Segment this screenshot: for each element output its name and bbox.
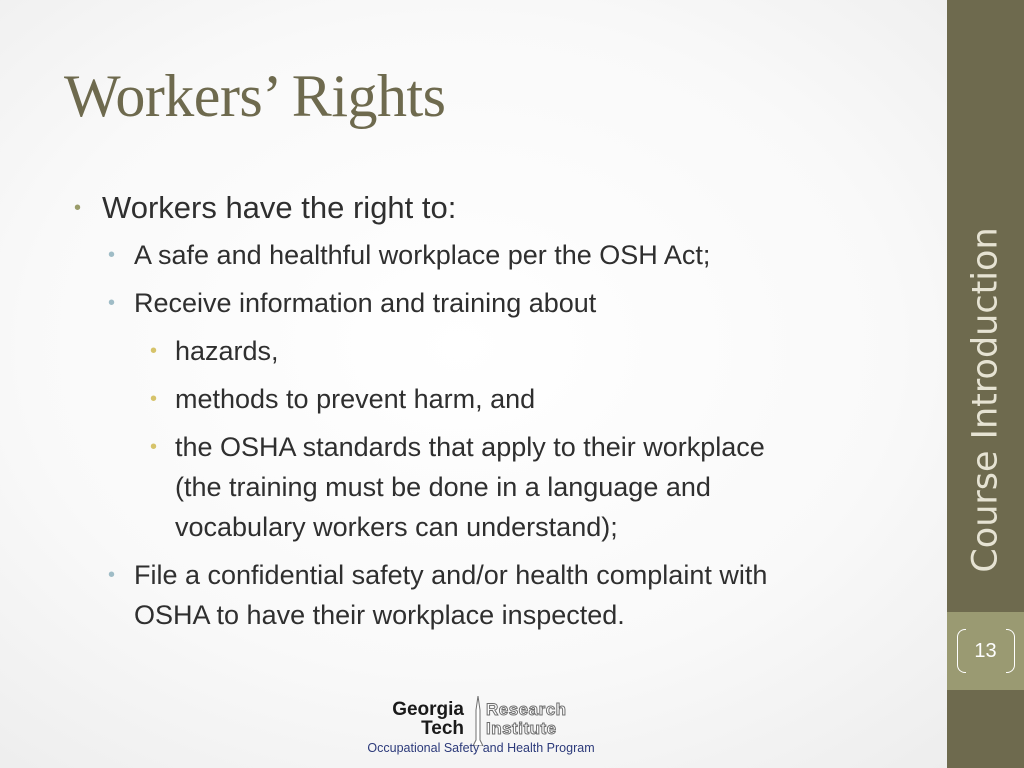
- section-label: [947, 227, 1024, 573]
- page-number-box: [947, 612, 1024, 690]
- bullet-dot-icon: •: [108, 244, 116, 266]
- page-number: 13: [974, 639, 997, 662]
- page-number-frame: [957, 629, 1015, 673]
- bullet-text: Receive information and training about: [134, 288, 597, 318]
- bullet-methods: [72, 379, 902, 419]
- bullet-text-line: File a confidential safety and/or health complaint with: [134, 560, 768, 590]
- bullet-hazards: [72, 331, 902, 371]
- bullet-text-line: (the training must be done in a language and: [175, 472, 711, 502]
- bullet-dot-icon: •: [108, 564, 116, 586]
- bullet-text: A safe and healthful workplace per the OSH Act;: [134, 240, 711, 270]
- georgia-tech-research-institute-logo: [372, 700, 592, 746]
- tower-spire-icon: [472, 696, 484, 746]
- logo-line-research: Research: [486, 700, 567, 719]
- bullet-complaint: [72, 555, 902, 635]
- logo-line-institute: Institute: [486, 719, 557, 738]
- bullet-dot-icon: •: [150, 436, 158, 458]
- bullet-text: methods to prevent harm, and: [175, 384, 536, 414]
- bullet-text: Workers have the right to:: [102, 190, 457, 225]
- logo-line-georgia: Georgia: [392, 699, 464, 720]
- footer-caption: Occupational Safety and Health Program: [367, 741, 595, 755]
- bullet-dot-icon: •: [150, 340, 158, 362]
- bullet-safe-workplace: [72, 235, 902, 275]
- bullet-list: [72, 188, 902, 643]
- bullet-text: hazards,: [175, 336, 279, 366]
- logo-line-tech: Tech: [421, 718, 464, 739]
- bullet-dot-icon: •: [74, 197, 82, 219]
- slide-title: Workers’ Rights: [64, 63, 446, 129]
- section-label-text: Course Introduction: [965, 227, 1006, 573]
- bullet-dot-icon: •: [150, 388, 158, 410]
- bullet-text-line: the OSHA standards that apply to their workplace: [175, 432, 765, 462]
- logo-georgia-tech: [372, 700, 464, 738]
- bullet-text-line: vocabulary workers can understand);: [175, 512, 618, 542]
- bullet-osha-standards: [72, 427, 902, 547]
- bullet-text-line: OSHA to have their workplace inspected.: [134, 600, 625, 630]
- bullet-intro: [72, 188, 902, 228]
- bullet-dot-icon: •: [108, 292, 116, 314]
- bullet-training: [72, 283, 902, 323]
- logo-research-institute: [486, 700, 567, 738]
